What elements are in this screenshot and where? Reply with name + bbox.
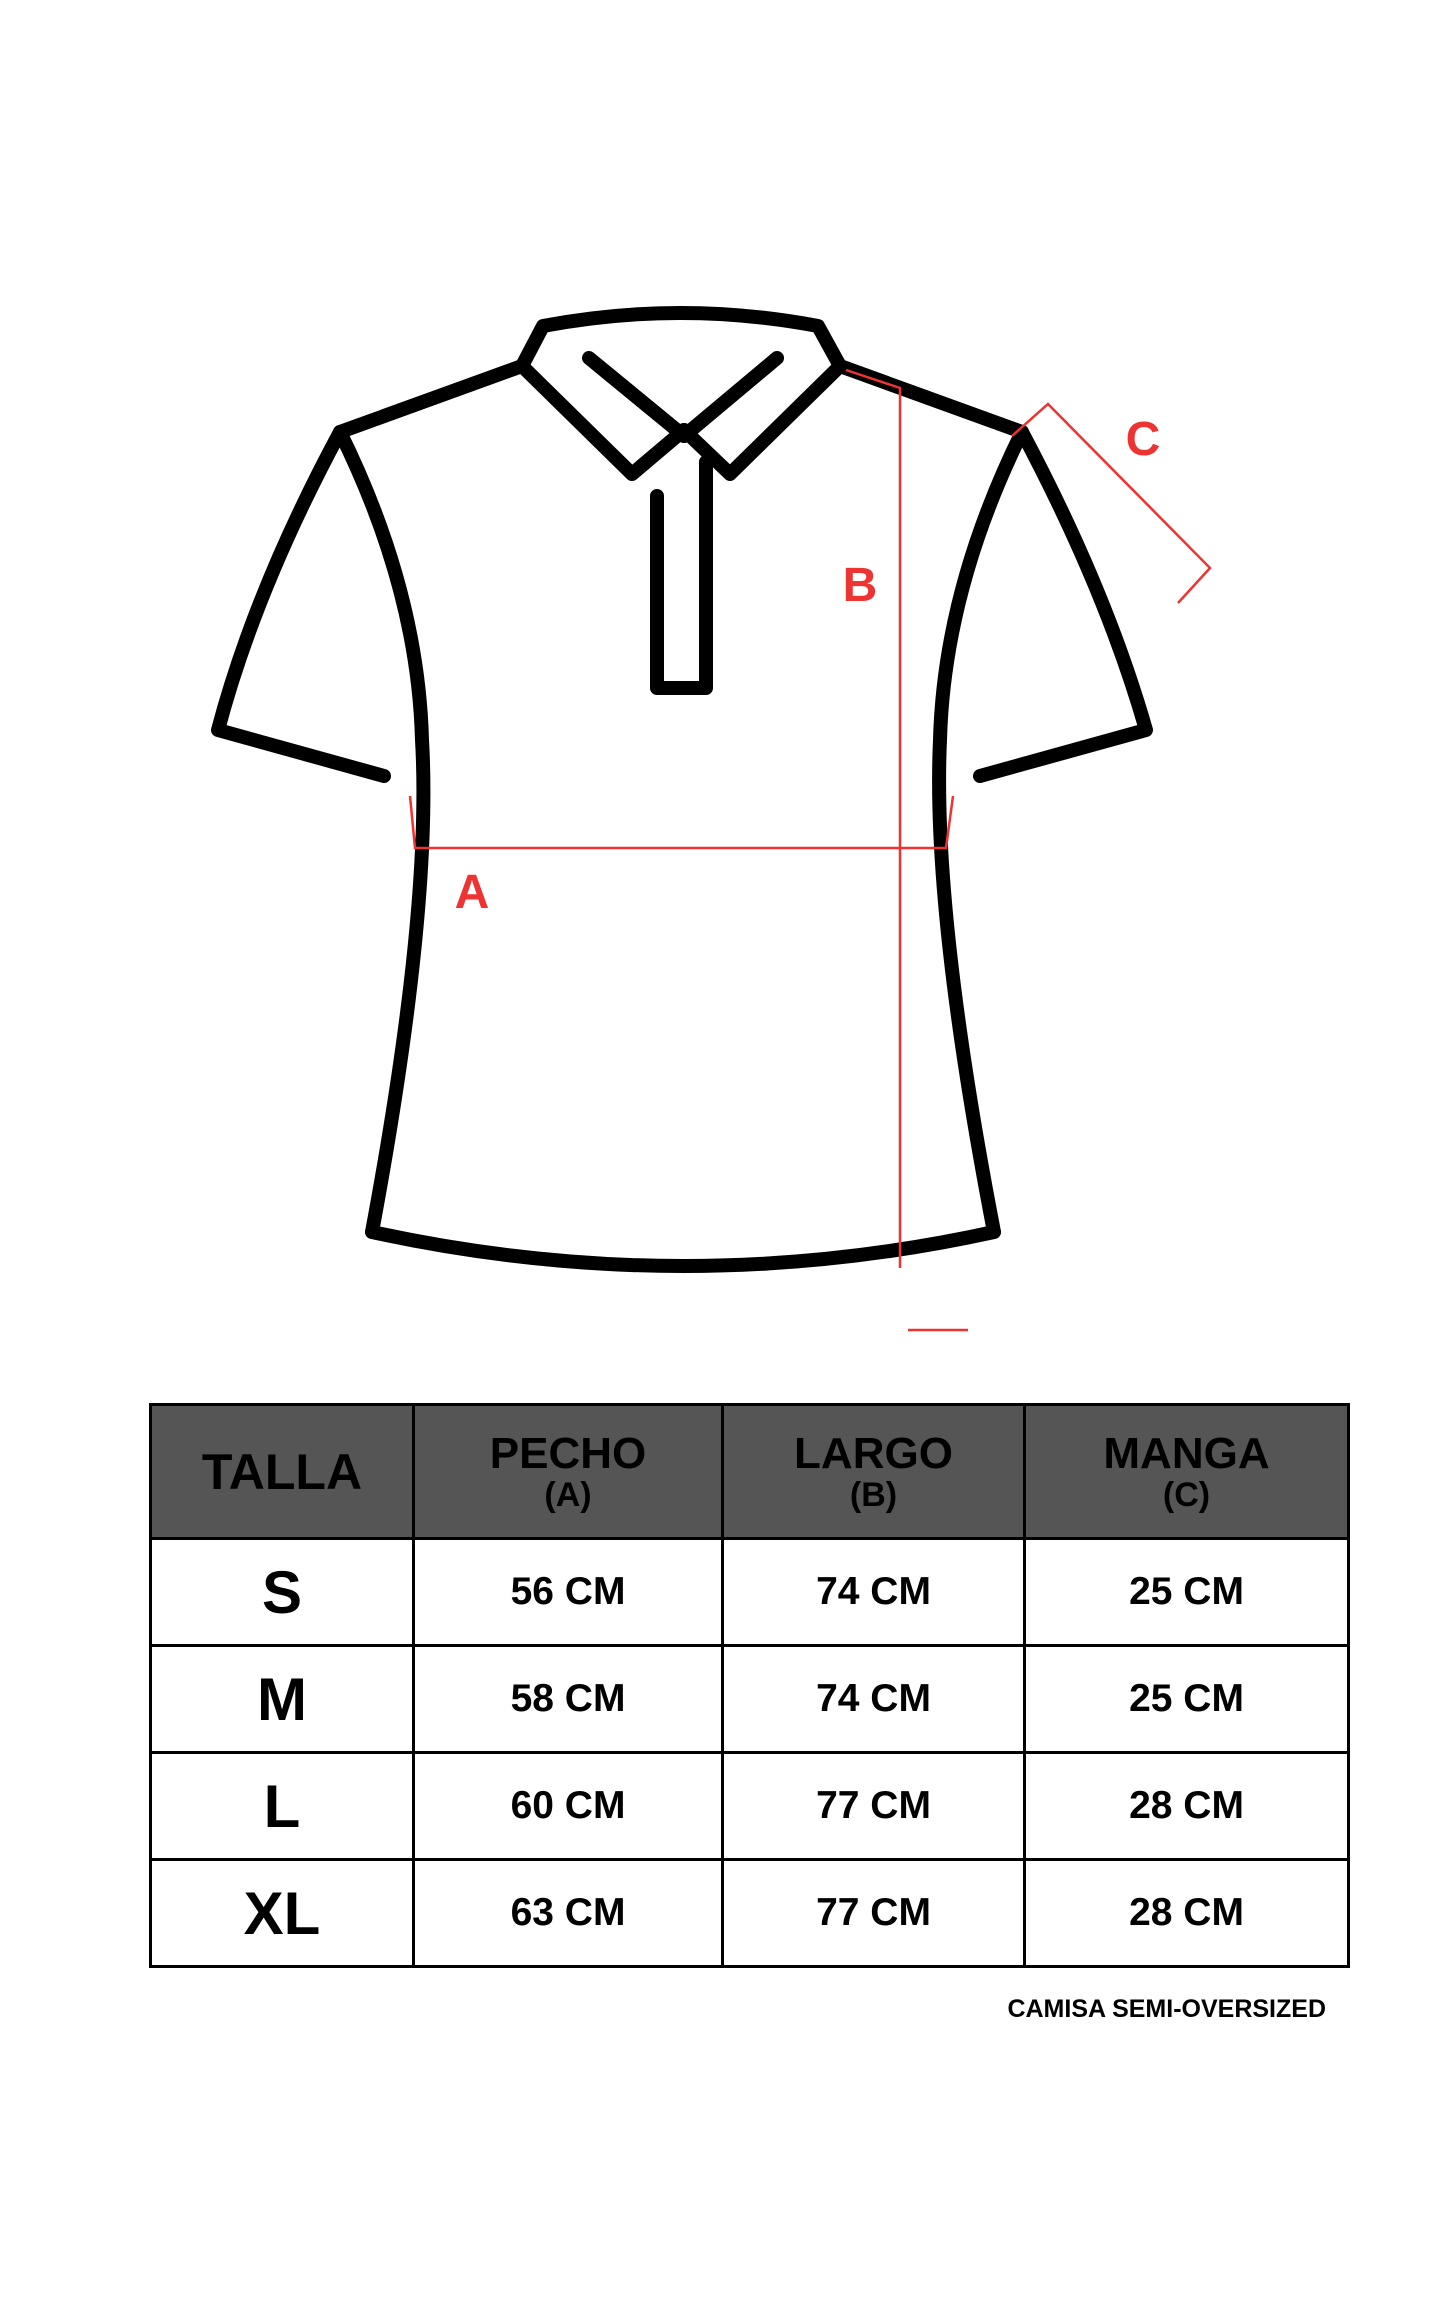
header-label: LARGO	[794, 1428, 953, 1478]
manga-cell: 28 CM	[1025, 1753, 1349, 1860]
header-sub-label: (B)	[849, 1475, 898, 1514]
body-right-side	[840, 366, 1022, 1232]
placket	[657, 462, 706, 688]
manga-cell: 28 CM	[1025, 1860, 1349, 1967]
table-header-row	[151, 1405, 1349, 1539]
pecho-cell: 58 CM	[414, 1646, 723, 1753]
header-sub-label: (C)	[1162, 1475, 1211, 1514]
pecho-cell: 63 CM	[414, 1860, 723, 1967]
header-talla	[151, 1405, 414, 1539]
measure-label-a: A	[454, 866, 490, 919]
size-chart-table	[149, 1403, 1350, 1968]
largo-cell: 77 CM	[723, 1860, 1025, 1967]
size-cell: XL	[151, 1860, 414, 1967]
largo-cell: 77 CM	[723, 1753, 1025, 1860]
polo-shirt-outline	[218, 313, 1146, 1266]
size-cell: S	[151, 1539, 414, 1646]
header-pecho	[414, 1405, 723, 1539]
manga-cell: 25 CM	[1025, 1539, 1349, 1646]
sleeve-measure-line-c	[1012, 404, 1210, 603]
table-row	[151, 1646, 1349, 1753]
pecho-cell: 56 CM	[414, 1539, 723, 1646]
measure-label-c: C	[1125, 413, 1161, 466]
size-cell: L	[151, 1753, 414, 1860]
collar-fold-left	[589, 358, 684, 436]
table-row	[151, 1539, 1349, 1646]
header-label: TALLA	[201, 1443, 363, 1500]
chest-measure-line-a	[410, 796, 953, 848]
largo-cell: 74 CM	[723, 1646, 1025, 1753]
length-measure-line-b	[846, 370, 968, 1330]
largo-cell: 74 CM	[723, 1539, 1025, 1646]
header-largo	[723, 1405, 1025, 1539]
header-manga	[1025, 1405, 1349, 1539]
manga-cell: 25 CM	[1025, 1646, 1349, 1753]
table-row	[151, 1753, 1349, 1860]
measure-label-b: B	[842, 559, 878, 612]
header-sub-label: (A)	[544, 1475, 592, 1514]
collar-fold-right	[684, 358, 777, 436]
body-left-side	[340, 366, 522, 1232]
header-label: MANGA	[1103, 1428, 1270, 1478]
product-footnote: CAMISA SEMI-OVERSIZED	[1007, 1995, 1326, 2023]
pecho-cell: 60 CM	[414, 1753, 723, 1860]
table-row	[151, 1860, 1349, 1967]
size-cell: M	[151, 1646, 414, 1753]
collar-band	[522, 313, 840, 366]
header-label: PECHO	[489, 1428, 647, 1478]
